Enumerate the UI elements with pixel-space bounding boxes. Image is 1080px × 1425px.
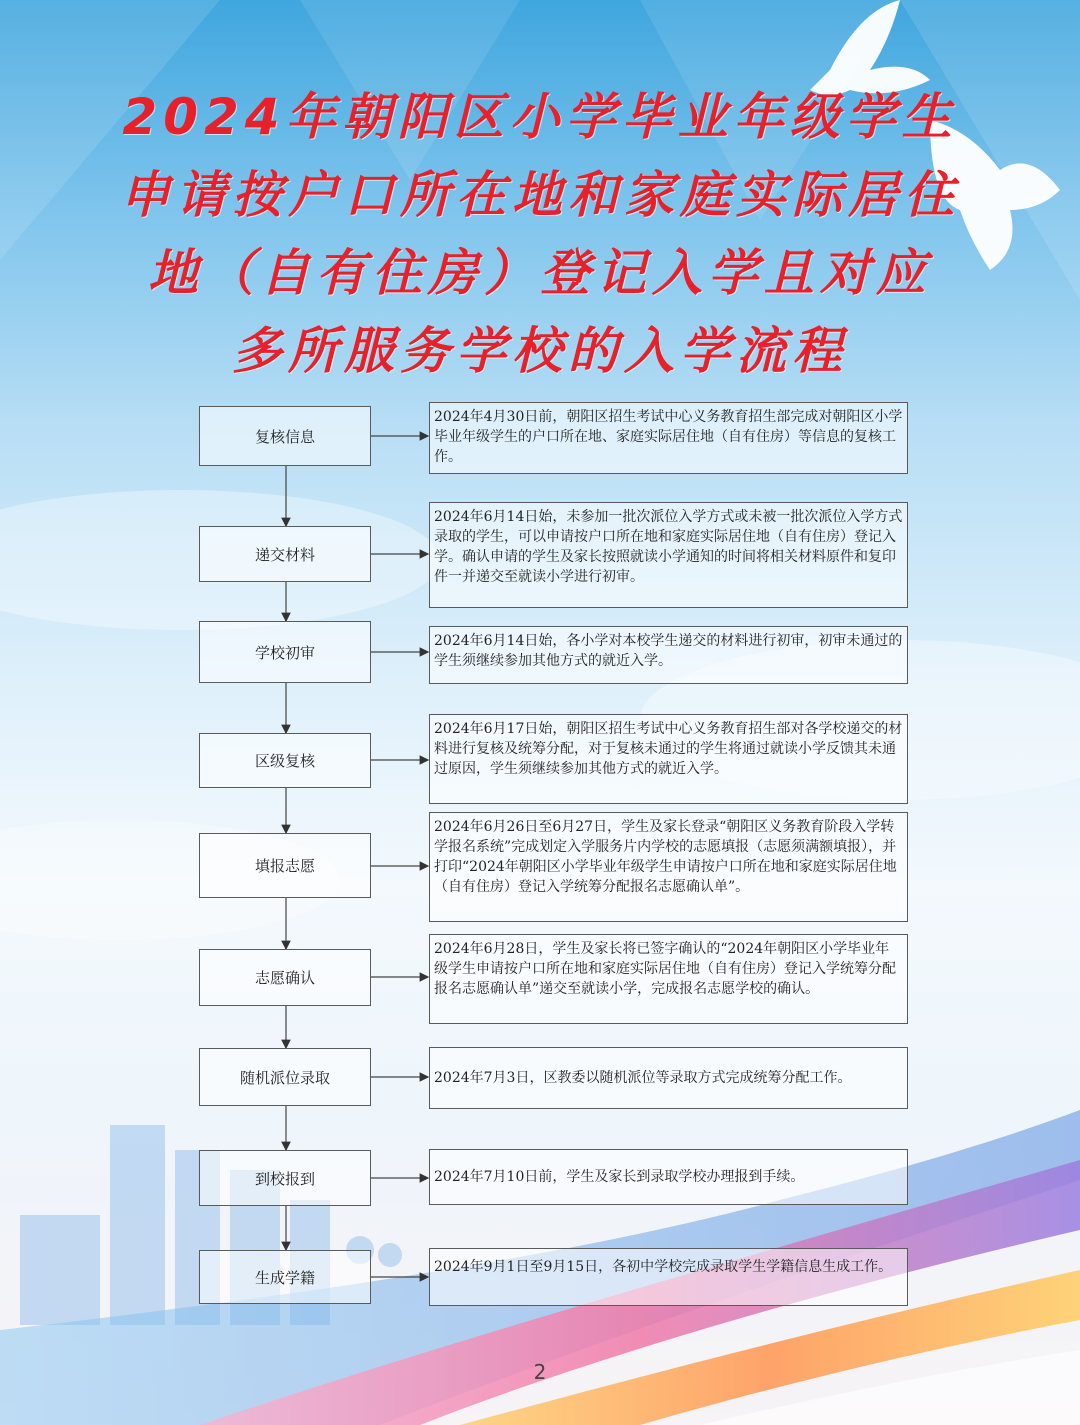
step-box: 填报志愿 <box>199 833 371 898</box>
step-box: 递交材料 <box>199 526 371 582</box>
title-line: 2024年朝阳区小学毕业年级学生 <box>122 88 958 146</box>
step-box: 学校初审 <box>199 621 371 683</box>
step-description: 2024年6月28日，学生及家长将已签字确认的“2024年朝阳区小学毕业年级学生申请按户口所在地和家庭实际居住地（自有住房）登记入学统筹分配报名志愿确认单”递交至就读小学，完成报名志愿学校的确认。 <box>429 934 908 1024</box>
step-description: 2024年6月14日始，未参加一批次派位入学方式或未被一批次派位入学方式录取的学生，可以申请按户口所在地和家庭实际居住地（自有住房）登记入学。确认申请的学生及家长按照就读小学通知的时间将相关材料原件和复印件一并递交至就读小学进行初审。 <box>429 502 908 608</box>
step-description: 2024年6月26日至6月27日，学生及家长登录“朝阳区义务教育阶段入学转学报名系统”完成划定入学服务片内学校的志愿填报（志愿须满额填报），并打印“2024年朝阳区小学毕业年级学生申请按户口所在地和家庭实际居住地（自有住房）登记入学统筹分配报名志愿确认单”。 <box>429 812 908 922</box>
title-line: 地（自有住房）登记入学且对应 <box>148 244 932 302</box>
step-box: 生成学籍 <box>199 1250 371 1304</box>
step-description: 2024年7月3日，区教委以随机派位等录取方式完成统筹分配工作。 <box>429 1047 908 1109</box>
step-description: 2024年7月10日前，学生及家长到录取学校办理报到手续。 <box>429 1149 908 1205</box>
step-description: 2024年4月30日前，朝阳区招生考试中心义务教育招生部完成对朝阳区小学毕业年级学生的户口所在地、家庭实际居住地（自有住房）等信息的复核工作。 <box>429 402 908 474</box>
step-box: 随机派位录取 <box>199 1048 371 1106</box>
page-number: 2 <box>533 1360 547 1384</box>
step-description: 2024年9月1日至9月15日，各初中学校完成录取学生学籍信息生成工作。 <box>429 1248 908 1306</box>
step-box: 区级复核 <box>199 733 371 788</box>
title-line: 申请按户口所在地和家庭实际居住 <box>120 166 960 224</box>
step-description: 2024年6月17日始，朝阳区招生考试中心义务教育招生部对各学校递交的材料进行复核及统筹分配，对于复核未通过的学生将通过就读小学反馈其未通过原因，学生须继续参加其他方式的就近入学。 <box>429 714 908 804</box>
step-box: 志愿确认 <box>199 949 371 1006</box>
step-box: 到校报到 <box>199 1150 371 1206</box>
step-box: 复核信息 <box>199 406 371 466</box>
title-line: 多所服务学校的入学流程 <box>232 322 848 380</box>
step-description: 2024年6月14日始，各小学对本校学生递交的材料进行初审，初审未通过的学生须继续参加其他方式的就近入学。 <box>429 626 908 684</box>
